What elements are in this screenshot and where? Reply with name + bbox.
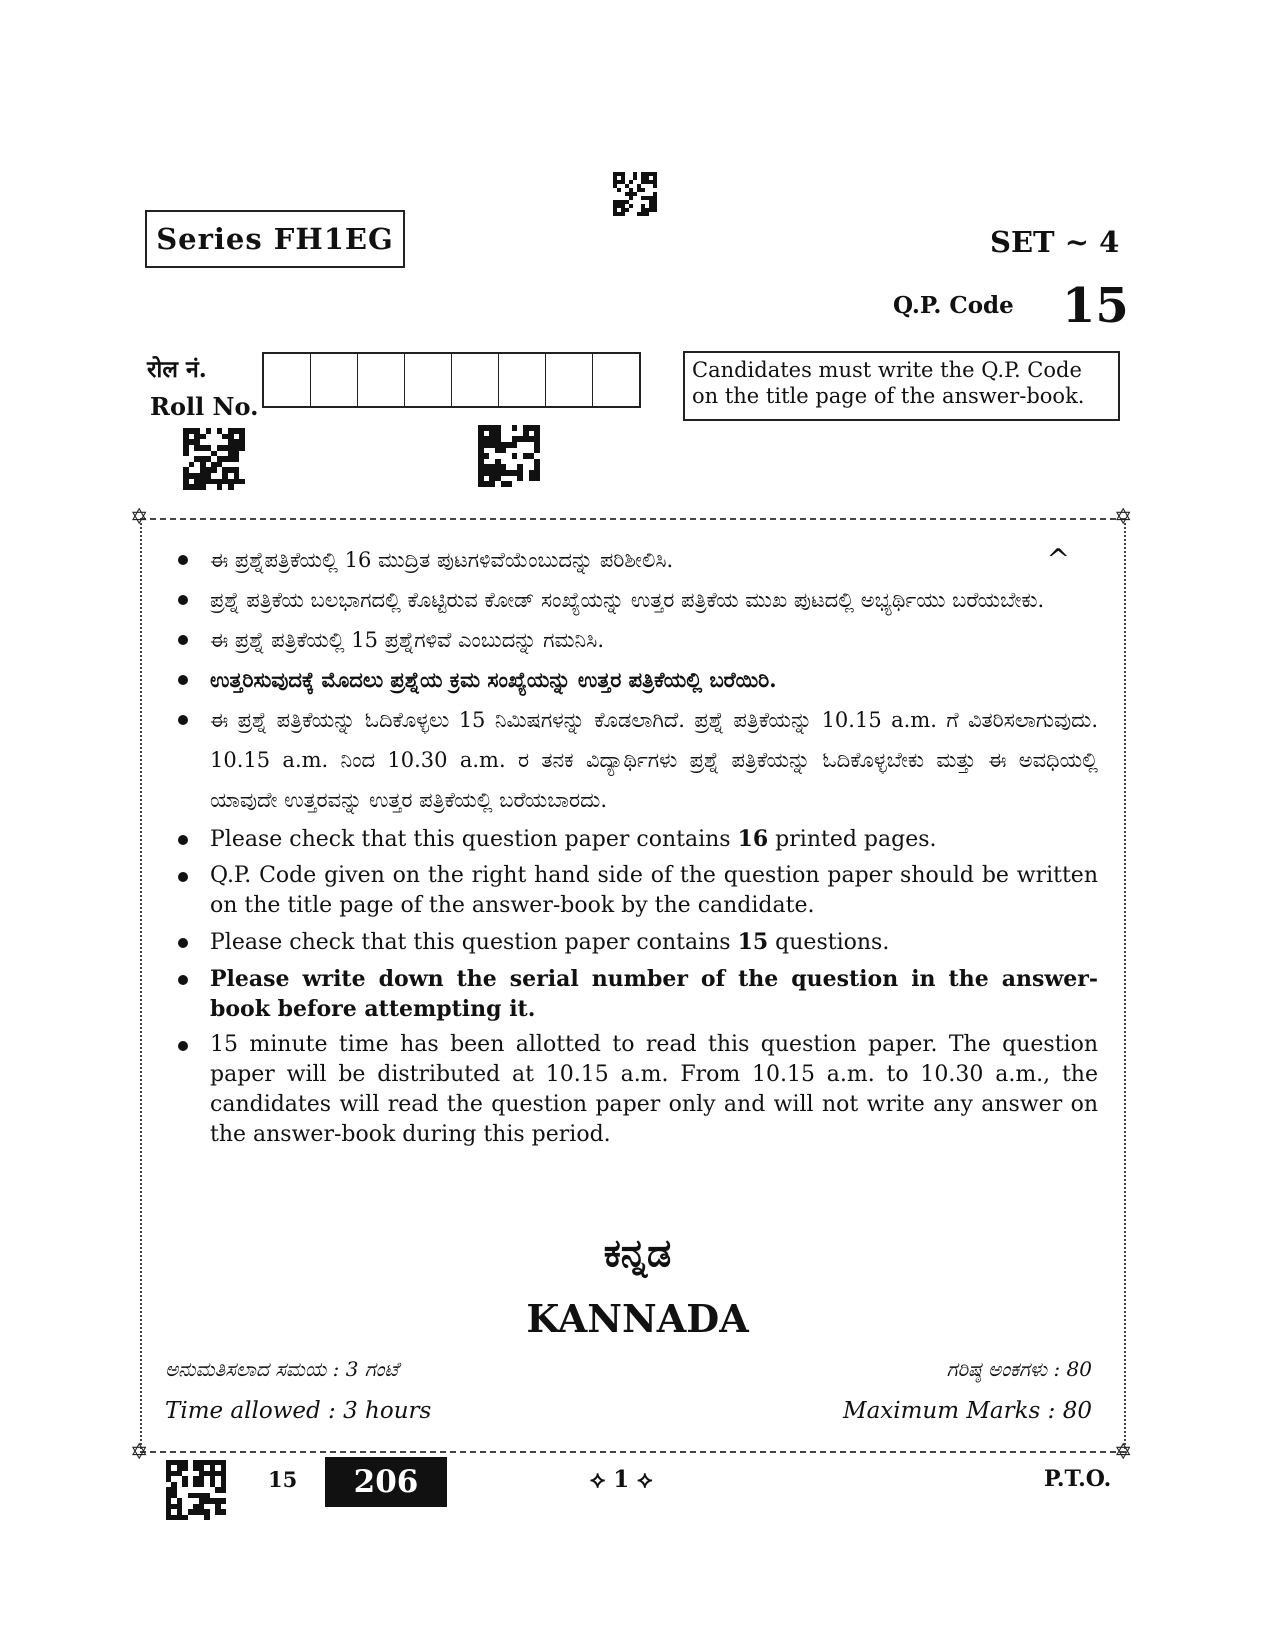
pto-label: P.T.O.	[1044, 1466, 1112, 1492]
roll-box[interactable]	[311, 354, 358, 406]
star-icon: ✡	[130, 505, 149, 530]
roll-box[interactable]	[358, 354, 405, 406]
roll-label-hindi: रोल नं.	[147, 356, 207, 383]
roll-box[interactable]	[264, 354, 311, 406]
roll-box[interactable]	[452, 354, 499, 406]
qr-code-middle	[478, 425, 540, 487]
time-allowed-english: Time allowed : 3 hours	[165, 1398, 432, 1424]
caret-mark: ^	[1046, 543, 1070, 576]
instruction-kannada: ಈ ಪ್ರಶ್ನೆ ಪತ್ರಿಕೆಯನ್ನು ಓದಿಕೊಳ್ಳಲು 15 ನಿಮಿಷಗಳನ್ನು ಕೊಡಲಾಗಿದೆ. ಪ್ರಶ್ನೆ ಪತ್ರಿಕೆಯನ್ನು 10.15 a.m. ಗೆ ವಿತರಿಸಲಾಗುವುದು. 10.15 a.m. ನಿಂದ 10.30 a.m. ರ ತನಕ ವಿದ್ಯಾರ್ಥಿಗಳು ಪ್ರಶ್ನೆ ಪತ್ರಿಕೆಯನ್ನು ಓದಿಕೊಳ್ಳಬೇಕು ಮತ್ತು ಈ ಅವಧಿಯಲ್ಲಿ ಯಾವುದೇ ಉತ್ತರವನ್ನು ಉತ್ತರ ಪತ್ರಿಕೆಯಲ್ಲಿ ಬರೆಯಬಾರದು.	[168, 700, 1098, 820]
barcode-datamatrix	[166, 1460, 226, 1520]
roll-box[interactable]	[405, 354, 452, 406]
qp-code-label: Q.P. Code	[893, 292, 1014, 319]
subject-title-kannada: ಕನ್ನಡ	[603, 1230, 672, 1275]
instruction-english: Q.P. Code given on the right hand side of the question paper should be written on the title page of the answer-book by the candidate.	[168, 861, 1098, 921]
max-marks-english: Maximum Marks : 80	[843, 1398, 1092, 1424]
time-allowed-kannada: ಅನುಮತಿಸಲಾದ ಸಮಯ : 3 ಗಂಟೆ	[165, 1357, 399, 1381]
candidate-note-box	[683, 351, 1120, 421]
roll-box[interactable]	[593, 354, 639, 406]
candidate-note: Candidates must write the Q.P. Code on the title page of the answer-book.	[692, 358, 1085, 408]
roll-box[interactable]	[546, 354, 593, 406]
qr-code-left	[183, 428, 245, 490]
roll-number-boxes[interactable]	[262, 352, 641, 408]
instruction-english: 15 minute time has been allotted to read this question paper. The question paper will be distributed at 10.15 a.m. From 10.15 a.m. to 10.30 a.m., the candidates will read the question paper only and will not write any answer on the answer-book during this period.	[168, 1030, 1098, 1150]
star-icon: ✡	[130, 1440, 149, 1465]
max-marks-kannada: ಗರಿಷ್ಠ ಅಂಕಗಳು : 80	[946, 1357, 1092, 1381]
roll-box[interactable]	[499, 354, 546, 406]
instruction-kannada: ಈ ಪ್ರಶ್ನೆಪತ್ರಿಕೆಯಲ್ಲಿ 16 ಮುದ್ರಿತ ಪುಟಗಳಿವೆಯೆಂಬುದನ್ನು ಪರಿಶೀಲಿಸಿ. ^	[168, 540, 1098, 580]
series-box	[145, 210, 405, 268]
qp-code-value: 15	[1062, 278, 1129, 334]
qr-code-top	[613, 172, 657, 216]
instruction-kannada: ಪ್ರಶ್ನೆ ಪತ್ರಿಕೆಯ ಬಲಭಾಗದಲ್ಲಿ ಕೊಟ್ಟಿರುವ ಕೋಡ್ ಸಂಖ್ಯೆಯನ್ನು ಉತ್ತರ ಪತ್ರಿಕೆಯ ಮುಖ ಪುಟದಲ್ಲಿ ಅಭ್ಯರ್ಥಿಯು ಬರೆಯಬೇಕು.	[168, 580, 1098, 620]
instruction-english: Please check that this question paper contains 15 questions.	[168, 927, 1098, 958]
instruction-english: Please write down the serial number of the question in the answer-book before attempting it.	[168, 964, 1098, 1024]
instruction-kannada: ಉತ್ತರಿಸುವುದಕ್ಕೆ ಮೊದಲು ಪ್ರಶ್ನೆಯ ಕ್ರಮ ಸಂಖ್ಯೆಯನ್ನು ಉತ್ತರ ಪತ್ರಿಕೆಯಲ್ಲಿ ಬರೆಯಿರಿ.	[168, 660, 1098, 700]
set-label: SET ~ 4	[990, 225, 1120, 259]
footer-code-box: 206	[325, 1457, 447, 1507]
instruction-english: Please check that this question paper contains 16 printed pages.	[168, 824, 1098, 855]
footer-code-small: 15	[268, 1467, 298, 1492]
star-icon: ✡	[1114, 505, 1133, 530]
series-label: Series FH1EG	[156, 222, 394, 256]
instruction-list	[168, 540, 1098, 1156]
subject-title-english: KANNADA	[526, 1296, 749, 1341]
page-number: ⟡ 1 ⟡	[590, 1466, 653, 1493]
roll-label-english: Roll No.	[150, 392, 259, 421]
star-icon: ✡	[1114, 1440, 1133, 1465]
instruction-kannada: ಈ ಪ್ರಶ್ನೆ ಪತ್ರಿಕೆಯಲ್ಲಿ 15 ಪ್ರಶ್ನೆಗಳಿವೆ ಎಂಬುದನ್ನು ಗಮನಿಸಿ.	[168, 620, 1098, 660]
